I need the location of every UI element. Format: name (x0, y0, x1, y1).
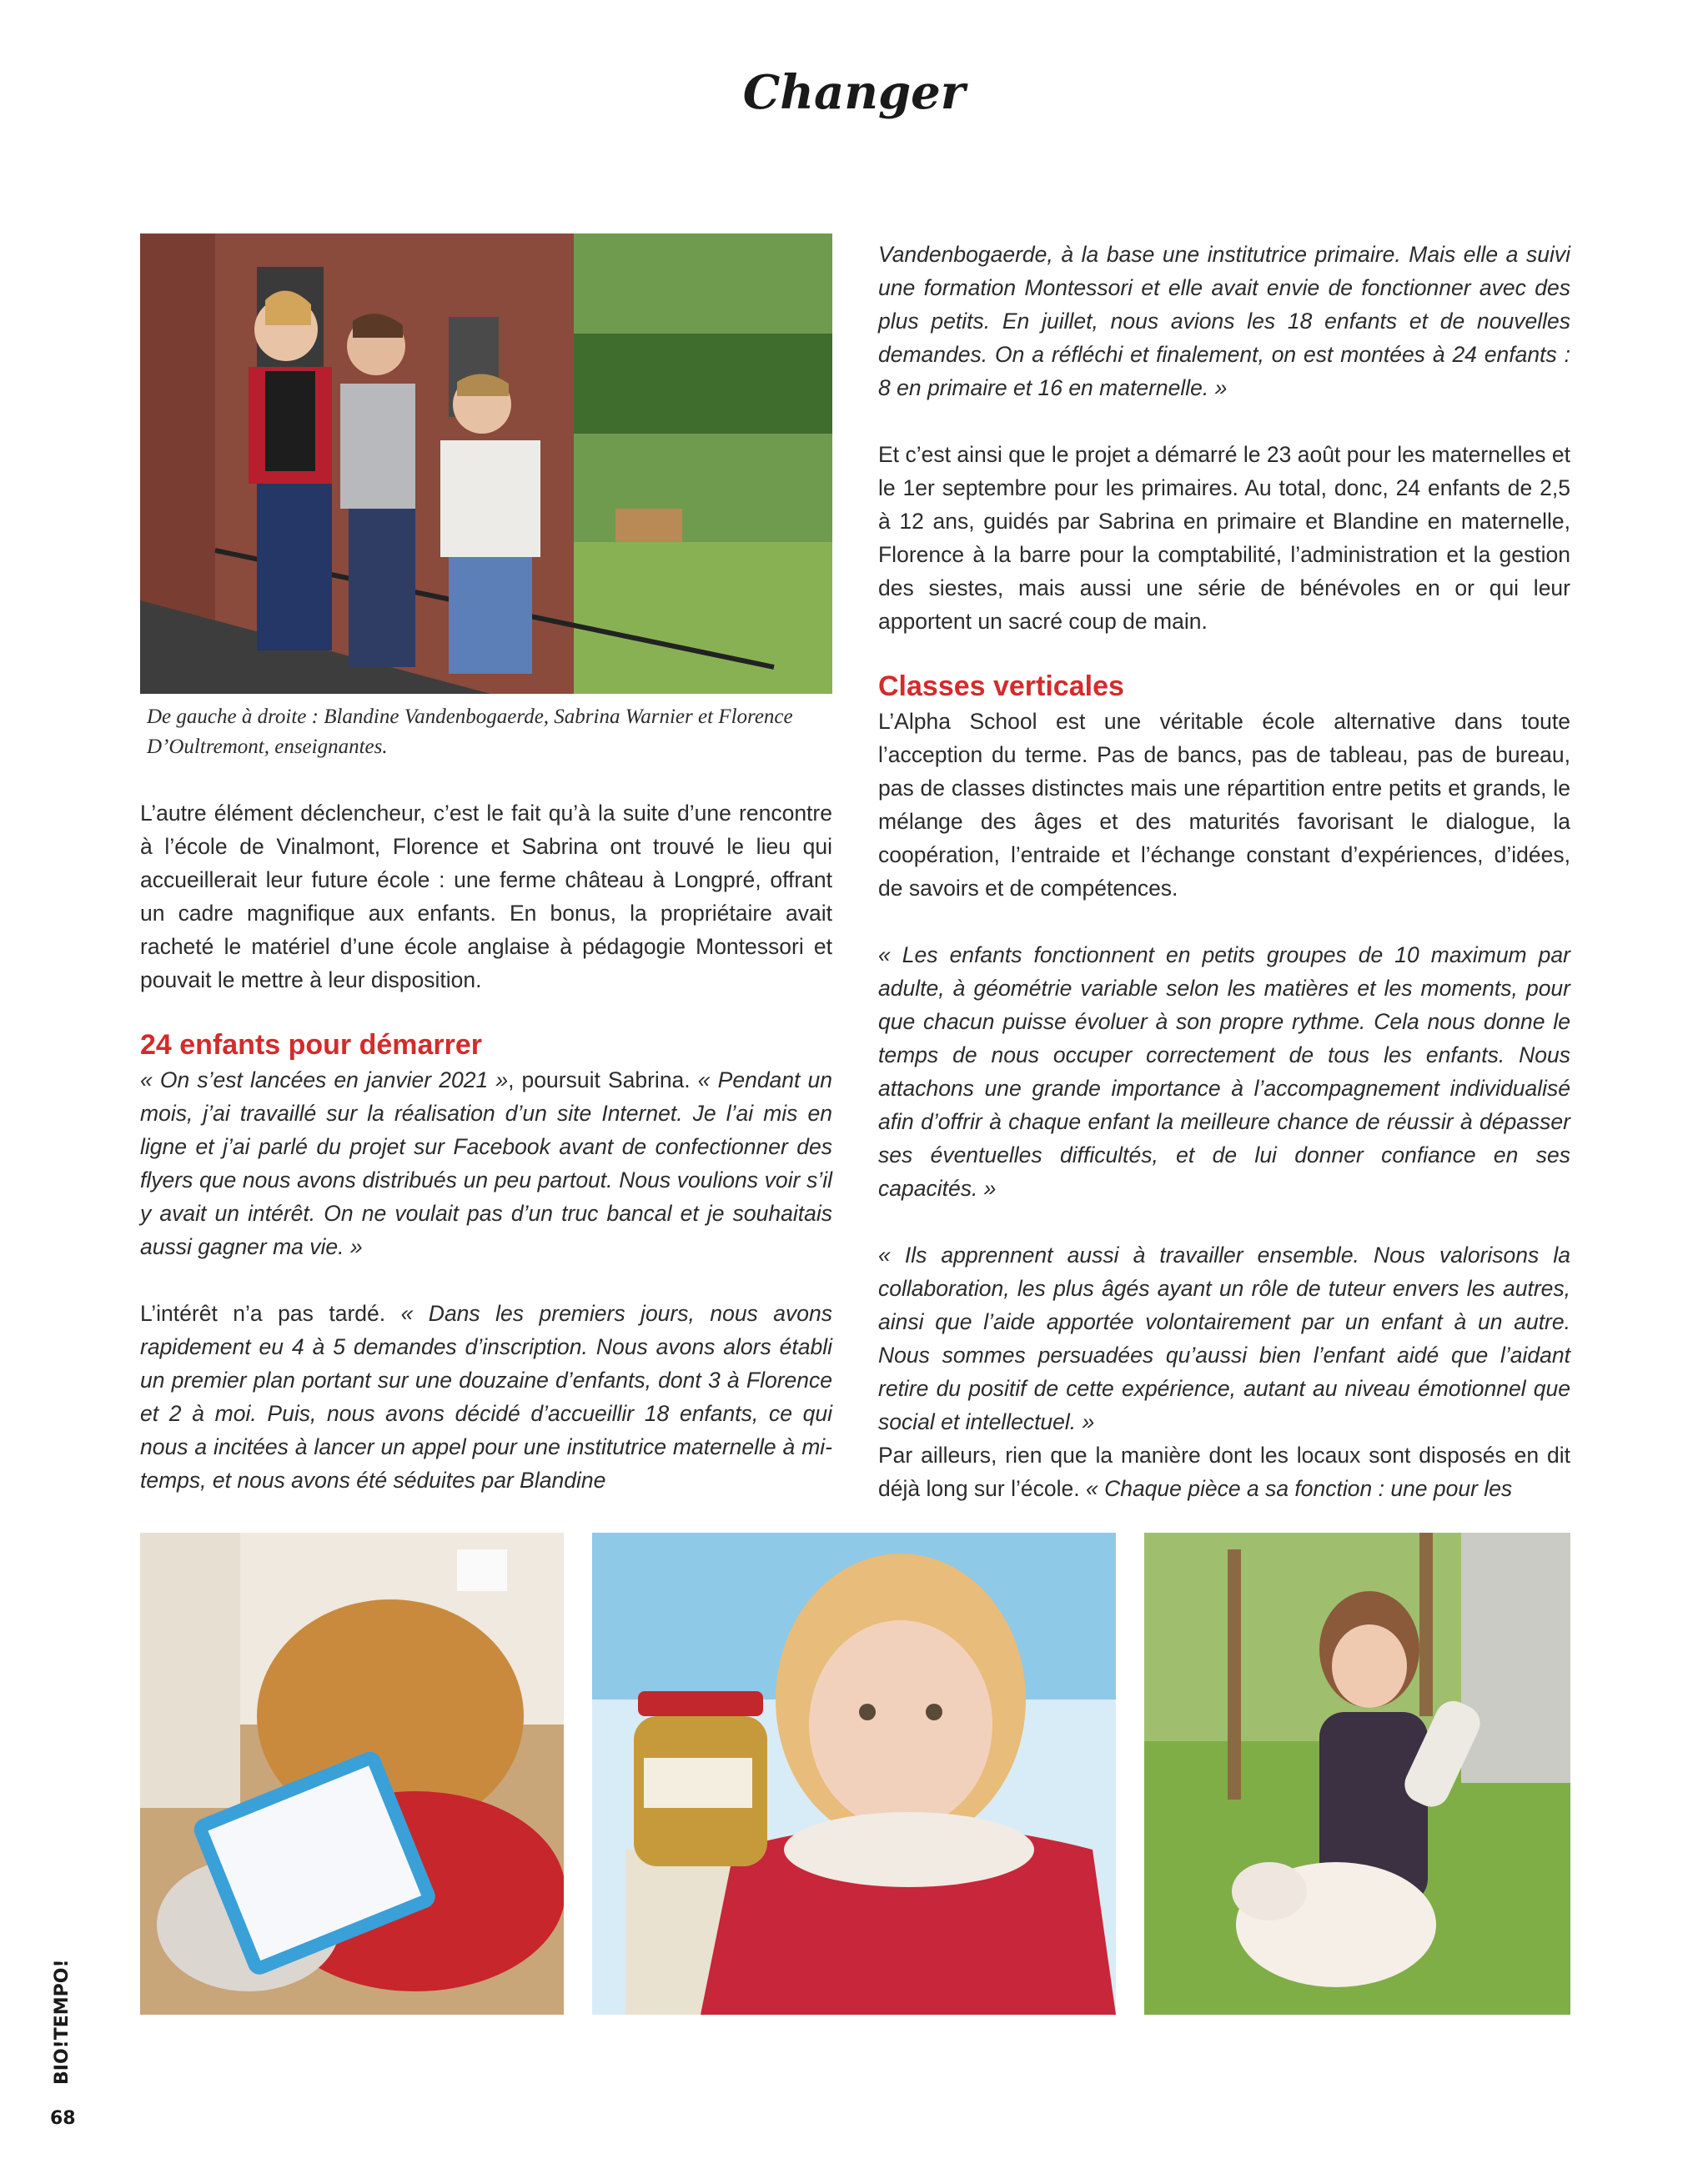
paragraph: Vandenbogaerde, à la base une institutrice primaire. Mais elle a suivi une formation Montessori et elle avait envie de fonctionner avec des plus petits. En juillet, nous avions les 18 enfants et de nouvelles demandes. On a réfléchi et finalement, on est montées à 24 enfants : 8 en primaire et 16 en maternelle. » (878, 242, 1570, 400)
right-column (878, 238, 1570, 1505)
quote-text: « Pendant un mois, j’ai travaillé sur la réalisation d’un site Internet. Je l’ai mis en ligne et j’ai parlé du projet sur Facebook avant de confectionner des flyers que nous avons distribués un peu partout. Nous voulions voir s’il y avait un intérêt. On ne voulait pas d’un truc bancal et je souhaitais aussi gagner ma vie. » (140, 1067, 832, 1259)
child-writing-photo (140, 1533, 564, 2015)
section-heading-classes-verticales: Classes verticales (878, 670, 1124, 702)
child-jar-photo (592, 1533, 1116, 2015)
page-title: Changer (742, 65, 966, 120)
paragraph: Et c’est ainsi que le projet a démarré le 23 août pour les maternelles et le 1er septembre pour les primaires. Au total, donc, 24 enfants de 2,5 à 12 ans, guidés par Sabrina en primaire et Blandine en maternelle, Florence à la barre pour la comptabilité, l’administration et la gestion des siestes, mais aussi une série de bénévoles en or qui leur apportent un sacré coup de main. (878, 442, 1570, 634)
paragraph (878, 1438, 1570, 1505)
body-text: , poursuit Sabrina. (508, 1067, 698, 1092)
quote-text: « Chaque pièce a sa fonction : une pour les (1085, 1476, 1513, 1501)
body-text: L’intérêt n’a pas tardé. (140, 1301, 401, 1326)
quote-text: « On s’est lancées en janvier 2021 » (140, 1067, 509, 1092)
page-number: 68 (50, 2108, 76, 2129)
magazine-name: BIO!TEMPO! (52, 1959, 73, 2085)
left-column (140, 796, 832, 1497)
body-text: Par ailleurs, rien que la manière dont les locaux sont disposés en dit déjà long sur l’école. (878, 1443, 1570, 1501)
paragraph: « Les enfants fonctionnent en petits groupes de 10 maximum par adulte, à géométrie variable selon les matières et les moments, pour que chacun puisse évoluer à son propre rythme. Cela nous donne le temps de nous occuper correctement de tous les enfants. Nous attachons une grande importance à l’accompagnement individualisé afin d’offrir à chaque enfant la meilleure chance de réussir à dépasser ses éventuelles difficultés, et de lui donner confiance en ses capacités. » (878, 942, 1570, 1201)
paragraph: L’Alpha School est une véritable école alternative dans toute l’acception du terme. Pas de bancs, pas de tableau, pas de bureau, pas de classes distinctes mais une répartition entre petits et grands, le mélange des âges et des maturités favorisant le dialogue, la coopération, l’entraide et l’échange constant d’expériences, d’idées, de savoirs et de compétences. (878, 709, 1570, 901)
paragraph: « Ils apprennent aussi à travailler ensemble. Nous valorisons la collaboration, les plus âgés ayant un rôle de tuteur envers les autres, ainsi que l’aide apportée volontairement par un enfant à un autre. Nous sommes persuadées qu’aussi bien l’enfant aidé que l’aidant retire du positif de cette expérience, autant au niveau émotionnel que social et intellectuel. » (878, 1243, 1570, 1434)
paragraph (140, 1297, 832, 1497)
teachers-photo (140, 233, 832, 694)
child-lamb-photo (1144, 1533, 1570, 2015)
quote-text: « Dans les premiers jours, nous avons rapidement eu 4 à 5 demandes d’inscription. Nous avons alors établi un premier plan portant sur une douzaine d’enfants, dont 3 à Florence et 2 à moi. Puis, nous avons décidé d’accueillir 18 enfants, ce qui nous a incitées à lancer un appel pour une institutrice maternelle à mi-temps, et nous avons été séduites par Blandine (140, 1301, 832, 1493)
paragraph: L’autre élément déclencheur, c’est le fait qu’à la suite d’une rencontre à l’école de Vinalmont, Florence et Sabrina ont trouvé le lieu qui accueillerait leur future école : une ferme château à Longpré, offrant un cadre magnifique aux enfants. En bonus, la propriétaire avait racheté le matériel d’une école anglaise à pédagogie Montessori et pouvait le mettre à leur disposition. (140, 801, 832, 992)
paragraph (140, 1063, 832, 1263)
photo-caption: De gauche à droite : Blandine Vandenbogaerde, Sabrina Warnier et Florence D’Oultremont, enseignantes. (147, 705, 793, 758)
section-heading-24-enfants: 24 enfants pour démarrer (140, 1029, 483, 1061)
